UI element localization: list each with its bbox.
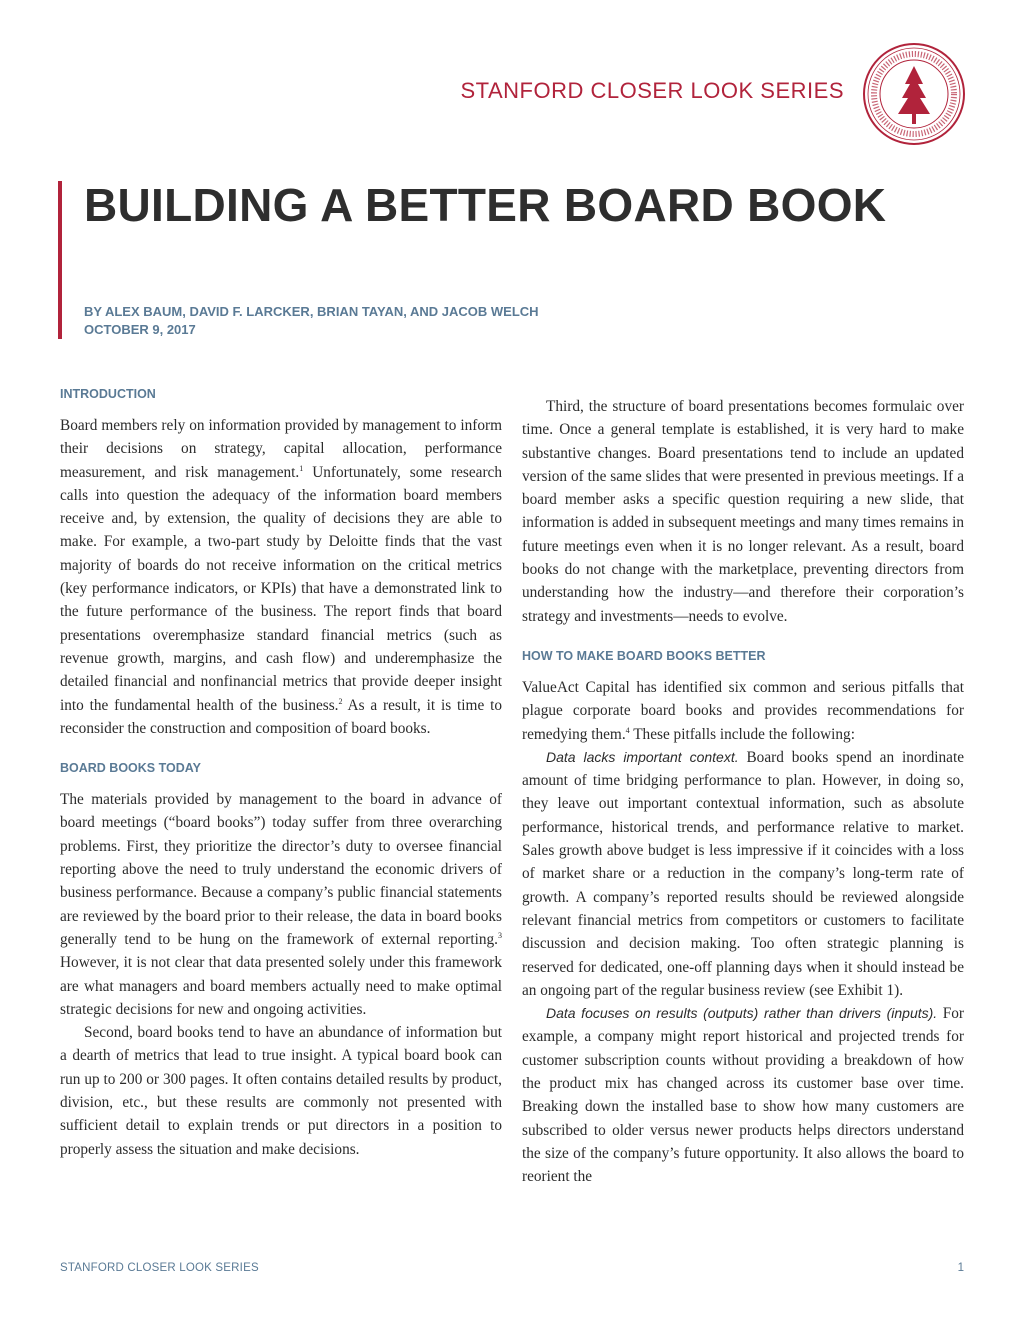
- intro-paragraph: Board members rely on information provided by management to inform their decisions on strategy, capital allocation, performance measurement, and risk management.$^1$ Unfortunately, some research calls into question the adequacy of the information board members receive and, by extension, the quality of decisions they are able to make. For example, a two-part study by Deloitte finds that the vast majority of boards do not receive information on the critical metrics (key performance indicators, or KPIs) that have a demonstrated link to the future performance of the business. The report finds that board presentations overemphasize standard financial metrics (such as revenue growth, margins, and cash flow) and underemphasize the detailed financial and nonfinancial metrics that provide deeper insight into the fundamental health of the business.$^2$ As a result, it is time to reconsider the construction and composition of board books.: [60, 417, 502, 737]
- pitfall-context: Data lacks important context. Board books spend an inordinate amount of time bridging performance to plan. However, in doing so, they leave out important contextual information, such as absolute performance, historical trends, and performance relative to market. Sales growth above budget is less impressive if it coincides with a loss of market share or a reduction in the company’s long-term rate of growth. A company’s reported results should be reviewed alongside relevant financial metrics from competitors or customers to facilitate discussion and decision making. Too often strategic planning is reserved for dedicated, one-off planning days when it should instead be an ongoing part of the regular business review (see Exhibit 1).: [522, 748, 964, 999]
- footnote-ref[interactable]: 1: [299, 463, 304, 473]
- pitfall-drivers: Data focuses on results (outputs) rather than drivers (inputs). For example, a company might report historical and projected trends for customer subscription counts without providing a breakdown of how the product mix has changed across its customer base over time. Breaking down the installed base to show how many customers are subscribed to older versus newer products helps directors understand the size of the company’s future opportunity. It also allows the board to reorient the: [522, 1005, 964, 1186]
- section-heading-introduction: INTRODUCTION: [60, 387, 156, 401]
- footnote-ref[interactable]: 4: [625, 725, 630, 735]
- section-heading-board-books-today: BOARD BOOKS TODAY: [60, 761, 201, 776]
- footnote-ref[interactable]: 2: [338, 696, 343, 706]
- board-books-paragraph-1: The materials provided by management to the board in advance of board meetings (“board books”) today suffer from three overarching problems. First, they prioritize the director’s duty to oversee financial reporting above the need to truly understand the economic drivers of business performance. Because a company’s public financial statements are reviewed by the board prior to their release, the data in board books generally tend to be hung on the framework of external reporting.$^3$ However, it is not clear that data presented solely under this framework are what managers and board members actually need to make optimal strategic decisions for new and ongoing activities.: [60, 791, 502, 1018]
- publication-date: OCTOBER 9, 2017: [84, 322, 196, 337]
- left-column: [60, 386, 502, 1161]
- section-heading-how-to: HOW TO MAKE BOARD BOOKS BETTER: [522, 648, 766, 663]
- footnote-ref[interactable]: 3: [498, 930, 502, 940]
- page-number: 1: [957, 1262, 964, 1274]
- byline: [84, 303, 539, 339]
- footer-series: STANFORD CLOSER LOOK SERIES: [60, 1262, 259, 1274]
- title-accent-bar: [58, 181, 62, 339]
- authors: BY ALEX BAUM, DAVID F. LARCKER, BRIAN TAYAN, AND JACOB WELCH: [84, 304, 539, 319]
- board-books-paragraph-2: Second, board books tend to have an abundance of information but a dearth of metrics that lead to true insight. A typical board book can run up to 200 or 300 pages. It often contains detailed results by product, division, etc., but these results are commonly not presented with sufficient detail to explain trends or put directors in a position to properly assess the situation and make decisions.: [60, 1024, 502, 1158]
- stanford-seal-icon: [862, 42, 966, 146]
- right-column: [522, 395, 964, 1189]
- series-header: STANFORD CLOSER LOOK SERIES: [460, 78, 844, 103]
- how-to-paragraph-1: ValueAct Capital has identified six common and serious pitfalls that plague corporate board books and provides recommendations for remedying them.$^4$ These pitfalls include the following:: [522, 678, 964, 743]
- page-title: BUILDING A BETTER BOARD BOOK: [84, 179, 887, 231]
- pitfall-lead: Data lacks important context.: [546, 748, 739, 765]
- board-books-paragraph-3: Third, the structure of board presentations becomes formulaic over time. Once a general template is established, it is very hard to make substantive changes. Board presentations tend to include an updated version of the same slides that were presented in previous meetings. If a board member asks a specific question requiring a new slide, that information is added in subsequent meetings and many times remains in future meetings even when it is no longer relevant. As a result, board books do not change with the marketplace, preventing directors from understanding how the industry—and therefore their corporation’s strategy and investments—needs to evolve.: [522, 398, 964, 625]
- pitfall-lead: Data focuses on results (outputs) rather than drivers (inputs).: [546, 1005, 938, 1022]
